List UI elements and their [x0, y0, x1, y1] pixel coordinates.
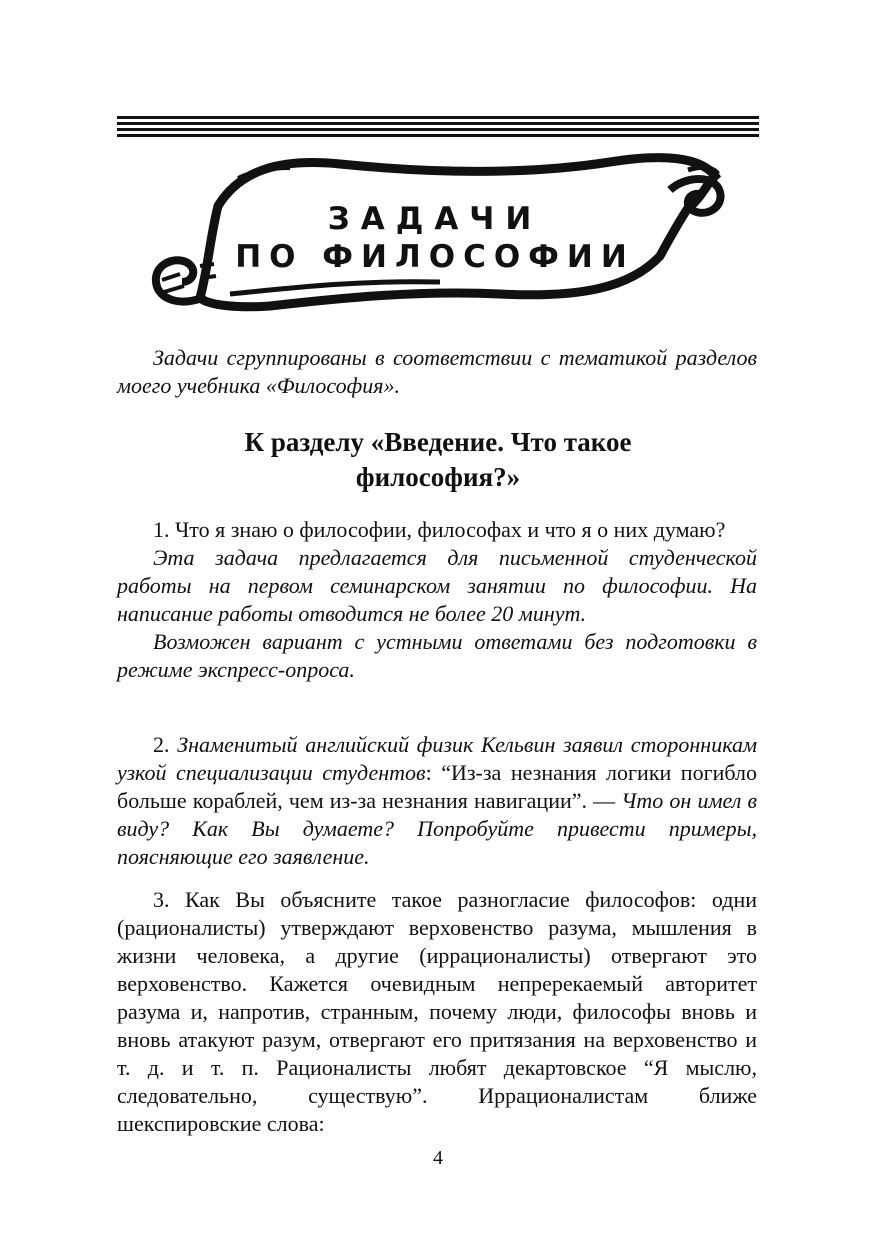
- section-heading-line2: философия?»: [355, 462, 521, 492]
- section-heading: [117, 425, 759, 495]
- question-2-task: Что он имел в виду? Как Вы думаете? Попробуйте привести примеры, поясняющие его заявление.: [117, 788, 757, 869]
- question-1-note: Эта задача предлагается для письменной студенческой работы на первом семинарском занятии по философии. На написание работы отводится не более 20 минут.: [117, 545, 757, 626]
- question-2: [117, 731, 757, 871]
- intro-paragraph: Задачи сгруппированы в соответствии с тематикой разделов моего учебника «Философия».: [117, 345, 757, 398]
- page-number: 4: [433, 1147, 443, 1169]
- section-heading-line1: К разделу «Введение. Что такое: [244, 427, 632, 457]
- question-2-quote: : “Из-за незнания логики погибло больше кораблей, чем из-за незнания навигации”. —: [117, 760, 757, 813]
- question-3-text: 3. Как Вы объясните такое разногласие философов: одни (рационалисты) утверждают верховенство разума, мышления в жизни человека, а другие (иррационалисты) отвергают это верховенство. Кажется очевидным непререкаемый авторитет разума и, напротив, странным, почему люди, философы вновь и вновь атакуют разум, отвергают его притязания на верховенство и т. д. и т. п. Рационалисты любят декартовское “Я мыслю, следовательно, существую”. Иррационалистам ближе шекспировские слова:: [117, 887, 757, 1136]
- banner-title-line2: ПО ФИЛОСОФИИ: [235, 239, 635, 275]
- header-rules: [117, 116, 759, 140]
- banner-title-line1: ЗАДАЧИ: [327, 201, 543, 237]
- question-2-number: 2.: [153, 732, 178, 757]
- question-2-text: [117, 731, 757, 871]
- question-2-intro: Знаменитый английский физик Кельвин заявил сторонникам узкой специализации студентов: [117, 732, 757, 785]
- question-1-note-alt: Возможен вариант с устными ответами без подготовки в режиме экспресс-опроса.: [117, 629, 757, 682]
- question-3: [117, 886, 757, 1138]
- question-1: [117, 516, 757, 684]
- scroll-banner: [140, 148, 730, 320]
- intro-block: [117, 344, 757, 400]
- question-1-text: 1. Что я знаю о философии, философах и что я о них думаю?: [153, 517, 726, 542]
